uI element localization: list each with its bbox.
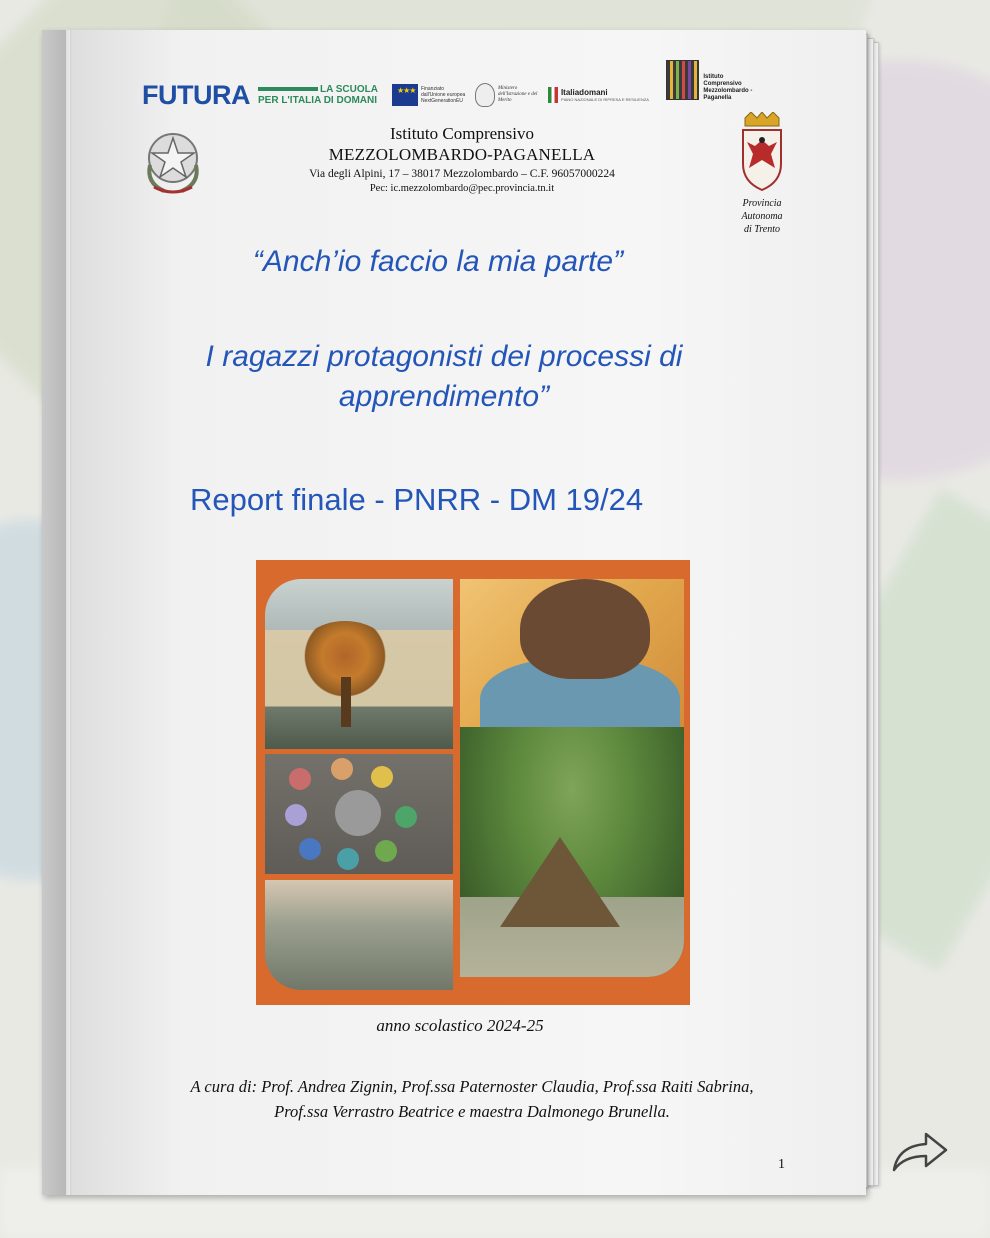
italian-republic-emblem-icon bbox=[140, 125, 206, 197]
school-logo: Istituto Comprensivo Mezzolombardo - Paganella bbox=[666, 60, 776, 104]
school-address: Via degli Alpini, 17 – 38017 Mezzolombardo – C.F. 96057000224 bbox=[309, 168, 615, 180]
trento-coat-of-arms-icon bbox=[737, 112, 787, 192]
share-arrow-icon[interactable] bbox=[890, 1122, 950, 1182]
ministry-logo: Ministero dell'Istruzione e del Merito bbox=[497, 86, 538, 103]
letterhead bbox=[222, 123, 702, 196]
school-year: anno scolastico 2024-25 bbox=[376, 1016, 544, 1035]
school-type: Istituto Comprensivo bbox=[389, 124, 535, 143]
funding-logos bbox=[142, 78, 649, 112]
province-label: Provincia Autonoma di Trento bbox=[741, 198, 783, 235]
document-subtitle: I ragazzi protagonisti dei processi di apprendimento” bbox=[205, 340, 683, 413]
republic-emblem-icon bbox=[475, 83, 495, 107]
forest-hut-photo bbox=[460, 727, 684, 977]
document-page[interactable] bbox=[42, 30, 866, 1195]
eu-logo: ★★★ Finanziato dall'Unione europea NextGenerationEU bbox=[392, 84, 469, 106]
feet-in-stream-photo bbox=[265, 880, 453, 990]
classroom-tree-mural-photo bbox=[265, 579, 453, 749]
school-pec: Pec: ic.mezzolombardo@pec.provincia.tn.it bbox=[369, 183, 555, 194]
report-heading: Report finale - PNRR - DM 19/24 bbox=[190, 482, 644, 517]
italian-flag-icon bbox=[548, 87, 558, 103]
futura-logo: FUTURA bbox=[142, 79, 250, 110]
italiadomani-logo: Italiadomani PIANO NAZIONALE DI RIPRESA E RESILIENZA bbox=[548, 87, 649, 103]
province-block bbox=[722, 112, 802, 236]
student-headphones-photo bbox=[460, 579, 684, 749]
scuola-logo: LA SCUOLA PER L'ITALIA DI DOMANI bbox=[257, 84, 378, 106]
pencils-icon bbox=[666, 60, 699, 100]
photo-collage bbox=[256, 560, 690, 1005]
page-number: 1 bbox=[778, 1157, 785, 1172]
document-title: “Anch’io faccio la mia parte” bbox=[252, 245, 624, 278]
school-name: MEZZOLOMBARDO-PAGANELLA bbox=[328, 145, 596, 164]
eu-flag-icon: ★★★ bbox=[392, 84, 418, 106]
credits: A cura di: Prof. Andrea Zignin, Prof.ssa Paternoster Claudia, Prof.ssa Raiti Sabrina, Prof.ssa Verrastro Beatrice e maestra Dalmonego Brunella. bbox=[190, 1077, 754, 1121]
circles-board-photo bbox=[265, 754, 453, 874]
